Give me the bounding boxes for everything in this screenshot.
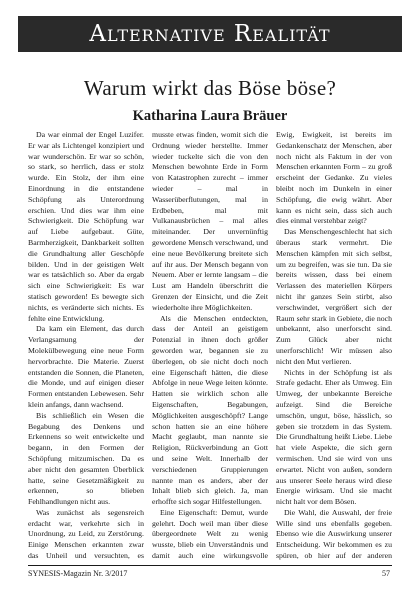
column-1 <box>28 130 144 560</box>
article-body <box>28 130 392 560</box>
paragraph: Eine Eigenschaft: Demut, wurde gelehrt. Doch weil man über diese übergeordnete Welt zu wenig wusste, blieb ein Unverständnis und damit auch eine wirkungsvolle <box>152 507 268 560</box>
paragraph: Das Menschengeschlecht hat sich überaus stark vermehrt. Die Menschen kämpfen mit sich selbst, um zu begreifen, was sie tun. Da sie bereits wissen, dass bei einem Verlassen des materiellen Körpers nicht ihr ganzes Sein stirbt, also verschwindet, vergrößert sich der Raum sehr stark in Gebiete, die noch unbekannt, also unerforscht sind. Zum Glück aber nicht unerforschlich! Wir müssen also nicht den Mut verlieren. <box>276 227 392 366</box>
column-3 <box>276 130 392 560</box>
footer-divider <box>28 565 392 566</box>
article-title: Warum wirkt das Böse böse? <box>83 76 337 100</box>
paragraph: Da war einmal der Engel Luzifer. Er war als Lichtengel konzipiert und war wunderschön. Er war so schön, so stark, so herrlich, dass er stolz wurde. Ein Stolz, der ihm eine Einordnung in die entstandene Schöpfung als Unterordnung erschien. Und dies war ihm eine Schwierigkeit. Die Schöpfung war auf Liebe aufgebaut. Güte, Barmherzigkeit, Dankbarkeit sollten die Grundhaltung aller Geschöpfe bilden. Und in der geistigen Welt war es tatsächlich so. Aber da ergab sich eine Schwierigkeit: Es war statisch geworden! Es bewegte sich nichts, es veränderte sich nichts. Es fehlte eine Entwicklung. <box>28 130 144 323</box>
header-banner <box>18 16 402 52</box>
paragraph: Ewig, Ewigkeit, ist bereits im Gedankenschatz der Menschen, aber noch nicht als Faktum in der von Menschen erkannten Form – zu groß erscheint der Gedanke. Zu vieles bleibt noch im Dunkeln in einer Schöpfung, die ewig währt. Aber kann es nicht sein, dass sich auch dies einmal verstehbar zeigt? <box>276 130 392 226</box>
footer-publication: SYNESIS-Magazin Nr. 3/2017 <box>28 569 128 578</box>
section-title: Alternative Realität <box>89 21 331 47</box>
paragraph-last <box>276 508 392 560</box>
page-number: 57 <box>382 569 390 578</box>
paragraph-text: Die Wahl, die Auswahl, der freie Wille sind uns ebenfalls gegeben. Ebenso wie die Auswirkung unserer Entscheidung. Wir bekommen es zu spüren, ob hier auf der anderen <box>276 507 392 560</box>
paragraph: Was zunächst als segensreich erdacht war, verkehrte sich in Unordnung, zu Leid, zu Zerstörung. Einige Menschen erkannten zwar das Unheil und versuchten, es <box>28 507 144 560</box>
author-name: Katharina Laura Bräuer <box>132 108 288 124</box>
column-2 <box>152 130 268 560</box>
paragraph: Nichts in der Schöpfung ist als Strafe gedacht. Eher als Umweg. Ein Umweg, der unbekannte Bereiche aufzeigt. Sind die Bereiche umschön, ungut, böse, hässlich, so geben sie trotzdem in das System. Die Grundhaltung heißt Liebe. Liebe hat viele Aspekte, die sich gern vermischen. Und sie wird von uns erwartet. Nicht von außen, sondern aus unserer Seele heraus wird diese Energie wirksam. Und sie macht nicht halt vor dem Bösen. <box>276 367 392 507</box>
paragraph: Als die Menschen entdeckten, dass der Anteil an geistigem Potenzial in ihnen doch größer geworden war, begannen sie zu überlegen, ob sie nicht doch noch eine Eigenschaft hätten, die diese Abfolge in neue Wege leiten könnte. Hatten sie wirklich schon alle Eigenschaften, Begabungen, Möglichkeiten ausgeschöpft? Lange schon hatten sie an eine höhere Macht geglaubt, man nannte sie Religion, Rückverbindung an Gott und seine Welt. Innerhalb der verschiedenen Gruppierungen nannte man es anders, aber der Inhalt blieb sich gleich. Ja, man erhoffte sich sogar Hilfestellungen. <box>152 313 268 507</box>
paragraph: Bis schließlich ein Wesen die Begabung des Denkens und Erkennens so weit entwickelte und begann, in den Formen der Schöpfung mitzumischen. Da es aber nicht den gesamten Überblick hatte, seine Gesetzmäßigkeit zu erkennen, so blieben Fehlhandlungen nicht aus. <box>28 410 144 507</box>
paragraph: Da kam ein Element, das durch Verlangsamung der Molekülbewegung eine neue Form hervorbrachte. Die Materie. Zuerst entstanden die Sonnen, die Planeten, die Monde, und auf einigen dieser Formen entstanden Lebewesen. Sehr klein anfangs, dann wachsend. <box>28 324 144 409</box>
paragraph: musste etwas finden, womit sich die Ordnung wieder herstellte. Immer wieder tuckelte sich die von den Menschen bewohnte Erde in Form von Katastrophen zurecht – immer wieder – mal in Wasserüberflutungen, mal in Erdbeben, mal mit Vulkanausbrüchen – mal alles miteinander. Der unvernünftig gewordene Mensch verschwand, und eine neue Bevölkerung breitete sich auf ihr aus. Der Mensch begann von Neuem. Aber er lernte langsam – die Lust am Handeln überschritt die Grenzen der Einsicht, und die Zeit wiederholte ihre Möglichkeiten. <box>152 130 268 312</box>
